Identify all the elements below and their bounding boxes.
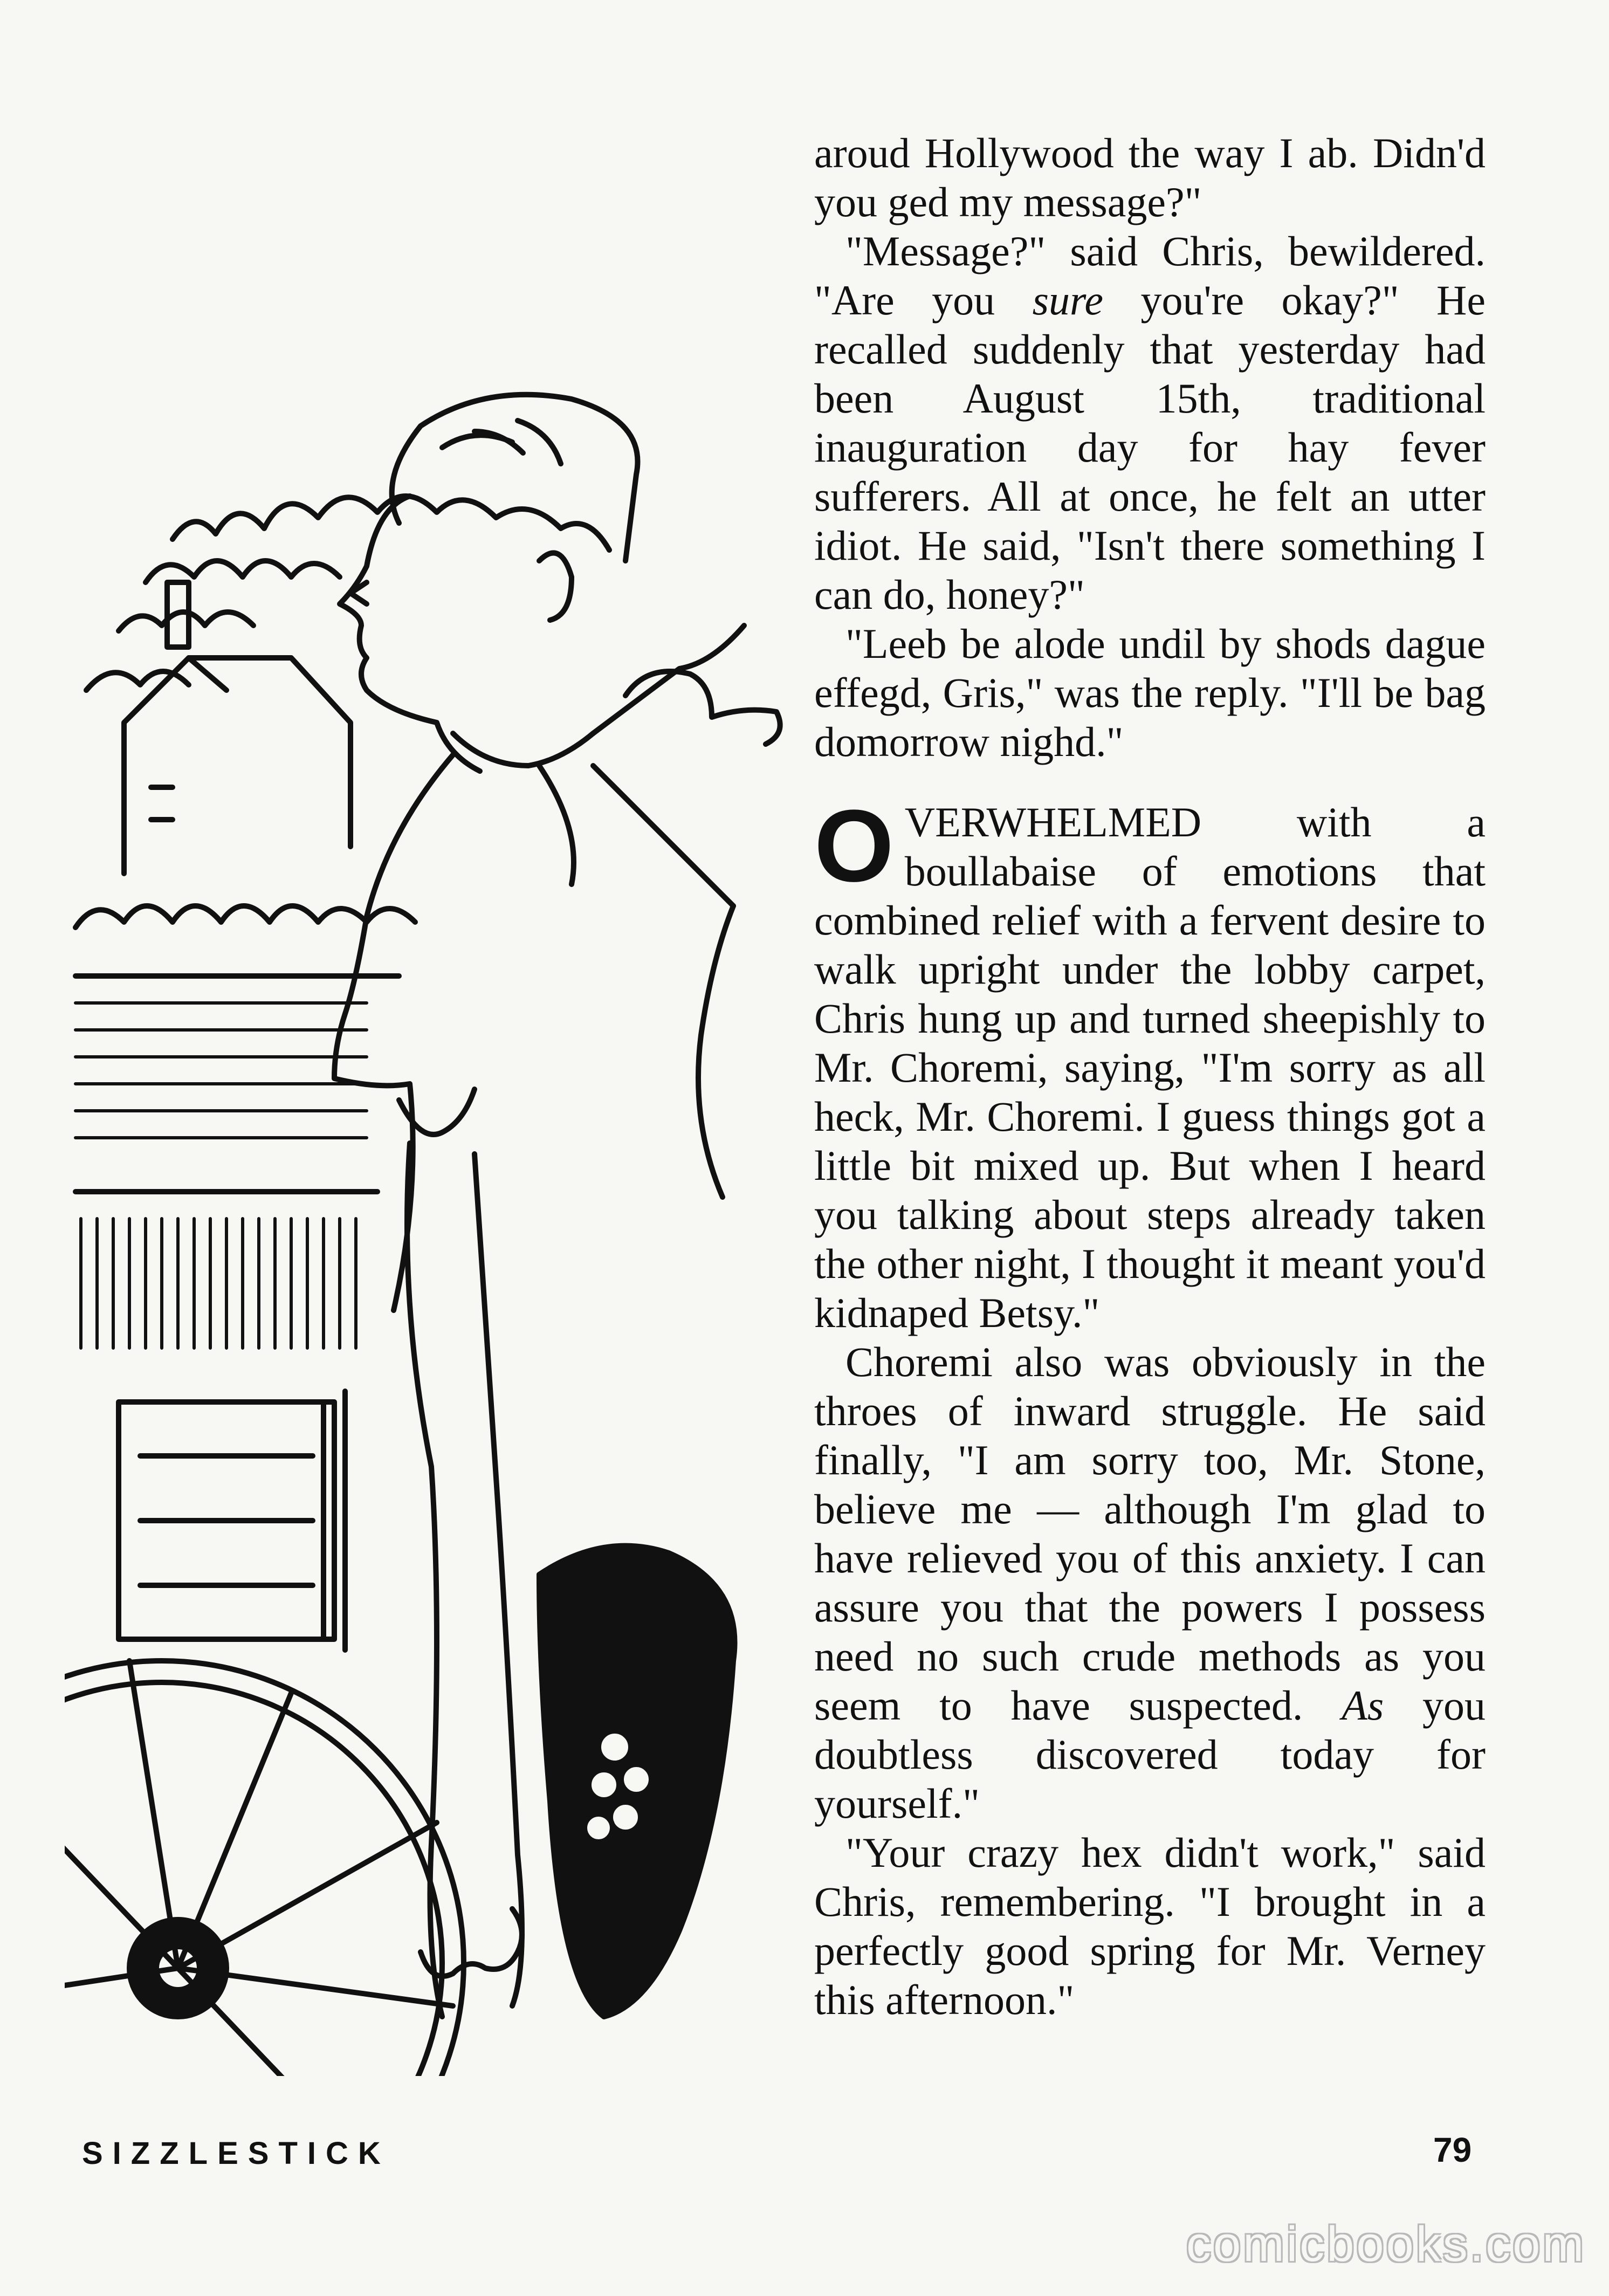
running-title: SIZZLESTICK	[82, 2136, 390, 2171]
paragraph: aroud Hollywood the way I ab. Didn'd you ged my message?"	[814, 129, 1486, 225]
section-break	[814, 766, 1486, 798]
paragraph	[814, 789, 1486, 1337]
emphasis-text: sure	[1032, 277, 1104, 324]
wagon-wheel	[65, 1661, 464, 2076]
paragraph-text: you're okay?" He recalled suddenly that yesterday had been August 15th, traditional inauguration day for hay fever sufferers. All at once, he felt an utter idiot. He said, "Isn't there something I can do, honey?"	[814, 277, 1486, 618]
farmhouse	[124, 658, 350, 874]
paragraph: "Your crazy hex didn't work," said Chris, remembering. "I brought in a perfectly good spring for Mr. Verney this afternoon."	[814, 1829, 1486, 2023]
paragraph-text: you doubtless discovered today for yourself."	[814, 1682, 1486, 1827]
paragraph	[814, 1337, 1486, 1828]
article-text-column	[814, 128, 1486, 2024]
story-illustration	[65, 280, 809, 2076]
site-watermark: comicbooks.com	[1186, 2217, 1586, 2272]
man-arm	[407, 1143, 442, 2017]
paragraph-text: Choremi also was obviously in the throes of inward struggle. He said finally, "I am sorry too, Mr. Stone, believe me — although I'm glad to have relieved you of this anxiety. I can assure you that the powers I possess need no such crude methods as you seem to have suspected.	[814, 1338, 1486, 1729]
page-number: 79	[1433, 2130, 1472, 2169]
drop-cap: O	[814, 789, 894, 903]
illustration-drawing	[65, 280, 809, 2076]
paragraph-text: "Message?" said Chris, bewildered. "Are you	[814, 228, 1486, 324]
paragraph	[814, 226, 1486, 619]
paragraph: "Leeb be alode undil by shods dague effegd, Gris," was the reply. "I'll be bag domorrow nighd."	[814, 620, 1486, 765]
paragraph-text: VERWHELMED with a boullabaise of emotions that combined relief with a fervent desire to walk upright under the lobby carpet, Chris hung up and turned sheepishly to Mr. Choremi, saying, "I'm sorry as all heck, Mr. Choremi. I guess things got a little bit mixed up. But when I heard you talking about steps already taken the other night, I thought it meant you'd kidnaped Betsy."	[814, 799, 1486, 1336]
emphasis-text: As	[1342, 1682, 1384, 1729]
